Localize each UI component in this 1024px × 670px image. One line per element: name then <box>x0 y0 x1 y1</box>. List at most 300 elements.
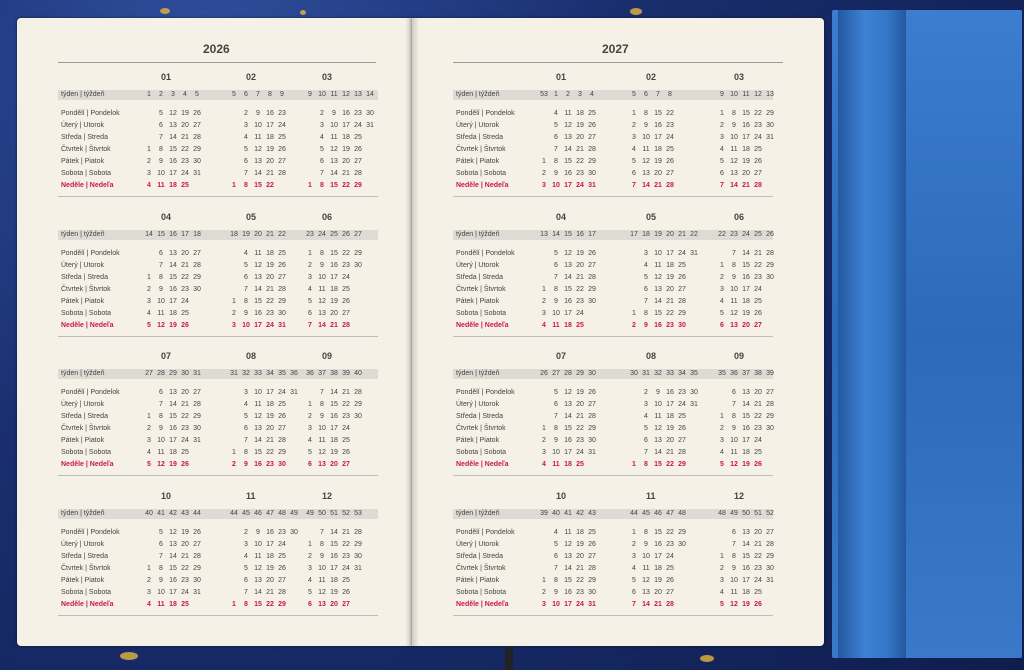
day-number: 16 <box>169 286 177 293</box>
day-number: 9 <box>244 310 248 317</box>
day-number: 25 <box>181 601 189 608</box>
day-number: 9 <box>554 437 558 444</box>
week-header-bar <box>453 509 773 519</box>
day-number: 4 <box>720 449 724 456</box>
day-number: 8 <box>244 182 248 189</box>
day-number: 31 <box>588 182 596 189</box>
week-header-bar <box>58 90 378 100</box>
day-number: 26 <box>181 461 189 468</box>
day-number: 9 <box>244 461 248 468</box>
day-number: 5 <box>308 589 312 596</box>
day-number: 22 <box>181 146 189 153</box>
day-number: 3 <box>644 250 648 257</box>
day-number: 9 <box>656 389 660 396</box>
day-number: 29 <box>678 310 686 317</box>
day-number: 14 <box>564 565 572 572</box>
day-number: 23 <box>342 262 350 269</box>
day-number: 22 <box>666 110 674 117</box>
day-number: 20 <box>266 425 274 432</box>
week-number: 20 <box>666 231 674 238</box>
day-number: 7 <box>244 589 248 596</box>
day-number: 26 <box>666 577 674 584</box>
day-number: 29 <box>193 413 201 420</box>
day-label: Sobota | Sobota <box>456 170 507 177</box>
day-number: 17 <box>342 122 350 129</box>
day-number: 6 <box>159 122 163 129</box>
week-header-label: týden | týždeň <box>456 510 500 517</box>
day-number: 30 <box>354 413 362 420</box>
day-number: 19 <box>742 158 750 165</box>
day-number: 22 <box>666 461 674 468</box>
day-number: 1 <box>632 529 636 536</box>
day-number: 30 <box>588 170 596 177</box>
day-number: 10 <box>730 286 738 293</box>
day-number: 6 <box>320 158 324 165</box>
day-number: 6 <box>732 529 736 536</box>
month-number: 05 <box>646 212 657 222</box>
month-number: 04 <box>161 212 172 222</box>
week-number: 2 <box>159 91 163 98</box>
day-number: 16 <box>169 577 177 584</box>
day-number: 29 <box>354 250 362 257</box>
day-label: Úterý | Utorok <box>61 122 105 129</box>
day-number: 31 <box>690 401 698 408</box>
day-number: 31 <box>193 589 201 596</box>
day-number: 25 <box>342 577 350 584</box>
day-number: 27 <box>588 262 596 269</box>
day-number: 14 <box>564 274 572 281</box>
day-number: 3 <box>147 170 151 177</box>
day-number: 26 <box>278 413 286 420</box>
day-number: 28 <box>193 134 201 141</box>
week-number: 24 <box>742 231 750 238</box>
day-number: 22 <box>181 413 189 420</box>
day-number: 8 <box>732 262 736 269</box>
week-number: 36 <box>306 370 314 377</box>
day-number: 8 <box>244 449 248 456</box>
week-number: 38 <box>754 370 762 377</box>
day-number: 9 <box>320 262 324 269</box>
day-number: 28 <box>588 274 596 281</box>
day-number: 28 <box>666 182 674 189</box>
day-number: 29 <box>278 449 286 456</box>
day-number: 20 <box>742 322 750 329</box>
day-number: 20 <box>330 461 338 468</box>
day-label: Čtvrtek | Štvrtok <box>456 146 506 153</box>
day-number: 18 <box>576 529 584 536</box>
day-number: 27 <box>278 577 286 584</box>
day-number: 16 <box>564 170 572 177</box>
day-number: 13 <box>254 577 262 584</box>
elastic-band[interactable] <box>838 10 906 658</box>
month-number: 10 <box>556 491 567 501</box>
day-number: 14 <box>169 262 177 269</box>
day-number: 25 <box>278 401 286 408</box>
day-number: 8 <box>554 286 558 293</box>
day-number: 28 <box>278 286 286 293</box>
day-number: 4 <box>720 146 724 153</box>
month-number: 10 <box>161 491 172 501</box>
day-number: 8 <box>159 146 163 153</box>
day-number: 20 <box>576 553 584 560</box>
day-number: 8 <box>159 565 163 572</box>
day-number: 24 <box>181 589 189 596</box>
day-number: 19 <box>330 298 338 305</box>
day-label: Neděle | Nedeľa <box>61 461 114 468</box>
day-number: 26 <box>754 158 762 165</box>
day-number: 31 <box>588 601 596 608</box>
week-number: 30 <box>588 370 596 377</box>
day-label: Neděle | Nedeľa <box>61 601 114 608</box>
week-number: 19 <box>242 231 250 238</box>
day-number: 5 <box>308 449 312 456</box>
week-number: 24 <box>318 231 326 238</box>
day-number: 5 <box>159 110 163 117</box>
month-number: 02 <box>646 72 657 82</box>
day-number: 10 <box>552 182 560 189</box>
day-number: 31 <box>588 449 596 456</box>
day-number: 7 <box>159 401 163 408</box>
day-number: 14 <box>642 601 650 608</box>
day-number: 18 <box>266 134 274 141</box>
day-number: 24 <box>666 134 674 141</box>
month-number: 02 <box>246 72 257 82</box>
week-number: 39 <box>766 370 774 377</box>
day-number: 17 <box>564 310 572 317</box>
week-number: 14 <box>366 91 374 98</box>
week-number: 53 <box>540 91 548 98</box>
week-number: 5 <box>232 91 236 98</box>
day-number: 15 <box>742 413 750 420</box>
day-number: 22 <box>266 449 274 456</box>
day-number: 7 <box>554 274 558 281</box>
day-label: Neděle | Nedeľa <box>456 461 509 468</box>
day-number: 24 <box>278 389 286 396</box>
day-number: 7 <box>159 553 163 560</box>
day-number: 27 <box>588 553 596 560</box>
year-divider <box>58 62 376 63</box>
day-number: 8 <box>159 274 163 281</box>
day-number: 2 <box>720 122 724 129</box>
day-number: 23 <box>181 158 189 165</box>
week-number: 47 <box>266 510 274 517</box>
day-number: 23 <box>666 122 674 129</box>
day-number: 3 <box>244 541 248 548</box>
day-number: 26 <box>754 310 762 317</box>
week-number: 31 <box>642 370 650 377</box>
day-number: 19 <box>169 322 177 329</box>
week-number: 51 <box>754 510 762 517</box>
day-number: 13 <box>254 158 262 165</box>
day-number: 16 <box>742 565 750 572</box>
day-number: 25 <box>181 182 189 189</box>
day-number: 10 <box>654 250 662 257</box>
month-row-block <box>453 491 773 621</box>
day-number: 24 <box>678 401 686 408</box>
day-number: 14 <box>742 250 750 257</box>
day-number: 27 <box>678 286 686 293</box>
row-divider <box>58 475 378 476</box>
day-label: Sobota | Sobota <box>61 170 112 177</box>
row-divider <box>453 196 773 197</box>
week-number: 48 <box>678 510 686 517</box>
day-number: 1 <box>232 601 236 608</box>
day-number: 8 <box>554 577 558 584</box>
week-number: 30 <box>181 370 189 377</box>
day-number: 1 <box>542 158 546 165</box>
day-number: 8 <box>320 401 324 408</box>
week-number: 49 <box>730 510 738 517</box>
day-number: 1 <box>720 262 724 269</box>
week-number: 4 <box>590 91 594 98</box>
day-number: 6 <box>244 577 248 584</box>
day-number: 8 <box>320 250 324 257</box>
day-number: 7 <box>308 322 312 329</box>
day-number: 4 <box>720 589 724 596</box>
day-number: 12 <box>642 158 650 165</box>
day-number: 4 <box>320 134 324 141</box>
day-number: 24 <box>754 577 762 584</box>
day-number: 2 <box>542 437 546 444</box>
week-number: 18 <box>193 231 201 238</box>
day-number: 6 <box>632 170 636 177</box>
day-number: 17 <box>169 170 177 177</box>
day-number: 30 <box>588 437 596 444</box>
day-number: 16 <box>564 437 572 444</box>
day-number: 7 <box>732 541 736 548</box>
day-number: 25 <box>588 110 596 117</box>
day-number: 5 <box>244 565 248 572</box>
day-number: 7 <box>554 146 558 153</box>
day-number: 24 <box>678 250 686 257</box>
day-number: 20 <box>666 437 674 444</box>
day-number: 19 <box>576 541 584 548</box>
week-number: 44 <box>630 510 638 517</box>
day-number: 13 <box>318 601 326 608</box>
day-number: 17 <box>742 437 750 444</box>
day-number: 18 <box>266 401 274 408</box>
day-number: 10 <box>642 553 650 560</box>
day-number: 27 <box>666 589 674 596</box>
day-number: 27 <box>193 541 201 548</box>
day-number: 26 <box>342 589 350 596</box>
day-number: 25 <box>278 134 286 141</box>
day-label: Sobota | Sobota <box>456 589 507 596</box>
week-number: 28 <box>157 370 165 377</box>
week-number: 46 <box>654 510 662 517</box>
row-divider <box>58 336 378 337</box>
month-row-block <box>453 351 773 481</box>
day-number: 24 <box>181 170 189 177</box>
week-number: 13 <box>354 91 362 98</box>
day-number: 13 <box>654 437 662 444</box>
day-number: 18 <box>342 134 350 141</box>
day-number: 5 <box>632 158 636 165</box>
day-number: 8 <box>732 553 736 560</box>
day-number: 2 <box>320 110 324 117</box>
day-label: Středa | Streda <box>456 413 503 420</box>
day-number: 28 <box>678 298 686 305</box>
day-number: 19 <box>666 425 674 432</box>
day-number: 9 <box>732 122 736 129</box>
week-number: 37 <box>318 370 326 377</box>
day-number: 6 <box>244 274 248 281</box>
day-number: 28 <box>354 170 362 177</box>
day-number: 3 <box>542 601 546 608</box>
day-number: 21 <box>342 529 350 536</box>
day-label: Sobota | Sobota <box>61 310 112 317</box>
day-label: Čtvrtek | Štvrtok <box>456 565 506 572</box>
day-number: 19 <box>742 461 750 468</box>
day-number: 29 <box>193 274 201 281</box>
day-number: 16 <box>254 461 262 468</box>
day-number: 12 <box>254 413 262 420</box>
week-number: 23 <box>730 231 738 238</box>
day-number: 12 <box>730 601 738 608</box>
day-number: 26 <box>588 122 596 129</box>
row-divider <box>453 475 773 476</box>
day-number: 30 <box>678 322 686 329</box>
month-row-block <box>58 491 378 621</box>
day-number: 18 <box>576 110 584 117</box>
day-number: 21 <box>342 170 350 177</box>
day-number: 29 <box>766 262 774 269</box>
day-number: 20 <box>576 134 584 141</box>
day-number: 14 <box>654 298 662 305</box>
day-number: 1 <box>232 449 236 456</box>
day-number: 1 <box>720 553 724 560</box>
day-number: 27 <box>193 122 201 129</box>
day-number: 11 <box>318 286 326 293</box>
day-number: 27 <box>678 437 686 444</box>
week-number: 35 <box>690 370 698 377</box>
day-number: 1 <box>720 110 724 117</box>
week-number: 48 <box>278 510 286 517</box>
day-number: 2 <box>244 529 248 536</box>
week-header-label: týden | týždeň <box>456 91 500 98</box>
month-number: 03 <box>322 72 333 82</box>
day-number: 30 <box>278 461 286 468</box>
day-number: 3 <box>720 286 724 293</box>
day-number: 14 <box>642 182 650 189</box>
day-number: 26 <box>588 250 596 257</box>
day-number: 3 <box>308 274 312 281</box>
day-number: 31 <box>766 577 774 584</box>
week-header-bar <box>58 509 378 519</box>
day-number: 22 <box>754 413 762 420</box>
month-number: 04 <box>556 212 567 222</box>
day-number: 24 <box>181 437 189 444</box>
day-number: 6 <box>554 262 558 269</box>
day-number: 19 <box>742 601 750 608</box>
day-number: 9 <box>732 425 736 432</box>
day-number: 12 <box>318 589 326 596</box>
day-number: 28 <box>666 601 674 608</box>
day-number: 19 <box>576 250 584 257</box>
day-number: 15 <box>564 158 572 165</box>
week-number: 18 <box>642 231 650 238</box>
day-number: 6 <box>159 250 163 257</box>
day-number: 4 <box>244 401 248 408</box>
month-number: 06 <box>322 212 333 222</box>
day-number: 10 <box>552 601 560 608</box>
day-number: 16 <box>169 158 177 165</box>
day-label: Pátek | Piatok <box>61 577 105 584</box>
day-number: 27 <box>588 134 596 141</box>
day-number: 12 <box>254 565 262 572</box>
day-label: Pondělí | Pondelok <box>61 110 120 117</box>
day-number: 30 <box>193 425 201 432</box>
week-number: 17 <box>181 231 189 238</box>
day-number: 7 <box>644 449 648 456</box>
day-number: 31 <box>193 437 201 444</box>
day-number: 8 <box>732 110 736 117</box>
week-number: 10 <box>318 91 326 98</box>
week-number: 21 <box>266 231 274 238</box>
day-label: Středa | Streda <box>456 274 503 281</box>
day-number: 1 <box>542 577 546 584</box>
day-label: Čtvrtek | Štvrtok <box>456 286 506 293</box>
week-number: 35 <box>278 370 286 377</box>
day-number: 22 <box>342 541 350 548</box>
week-number: 37 <box>742 370 750 377</box>
day-number: 3 <box>542 310 546 317</box>
day-number: 30 <box>354 553 362 560</box>
day-number: 9 <box>554 170 558 177</box>
day-number: 13 <box>742 529 750 536</box>
ribbon-bookmark[interactable] <box>505 648 513 670</box>
day-number: 5 <box>244 413 248 420</box>
day-number: 1 <box>308 250 312 257</box>
day-label: Středa | Streda <box>456 134 503 141</box>
week-number: 23 <box>306 231 314 238</box>
day-number: 9 <box>159 286 163 293</box>
day-label: Čtvrtek | Štvrtok <box>456 425 506 432</box>
week-number: 22 <box>690 231 698 238</box>
week-number: 22 <box>718 231 726 238</box>
day-number: 22 <box>266 601 274 608</box>
day-number: 24 <box>342 274 350 281</box>
day-number: 22 <box>576 286 584 293</box>
week-number: 3 <box>578 91 582 98</box>
day-number: 14 <box>654 449 662 456</box>
week-number: 49 <box>306 510 314 517</box>
day-number: 1 <box>542 425 546 432</box>
day-number: 29 <box>354 401 362 408</box>
day-number: 28 <box>678 449 686 456</box>
day-number: 27 <box>278 274 286 281</box>
year-heading-2026: 2026 <box>203 42 230 56</box>
day-label: Pátek | Piatok <box>61 158 105 165</box>
day-number: 21 <box>266 589 274 596</box>
day-number: 13 <box>564 134 572 141</box>
day-number: 12 <box>564 389 572 396</box>
day-number: 21 <box>754 401 762 408</box>
week-number: 40 <box>354 370 362 377</box>
day-number: 29 <box>766 110 774 117</box>
day-number: 22 <box>342 401 350 408</box>
day-number: 21 <box>181 553 189 560</box>
cover-star <box>630 8 642 15</box>
day-number: 31 <box>766 134 774 141</box>
week-number: 44 <box>193 510 201 517</box>
day-number: 17 <box>266 122 274 129</box>
day-label: Čtvrtek | Štvrtok <box>61 425 111 432</box>
day-number: 11 <box>642 565 650 572</box>
day-number: 14 <box>254 437 262 444</box>
day-number: 30 <box>766 425 774 432</box>
cover-star <box>300 10 306 15</box>
